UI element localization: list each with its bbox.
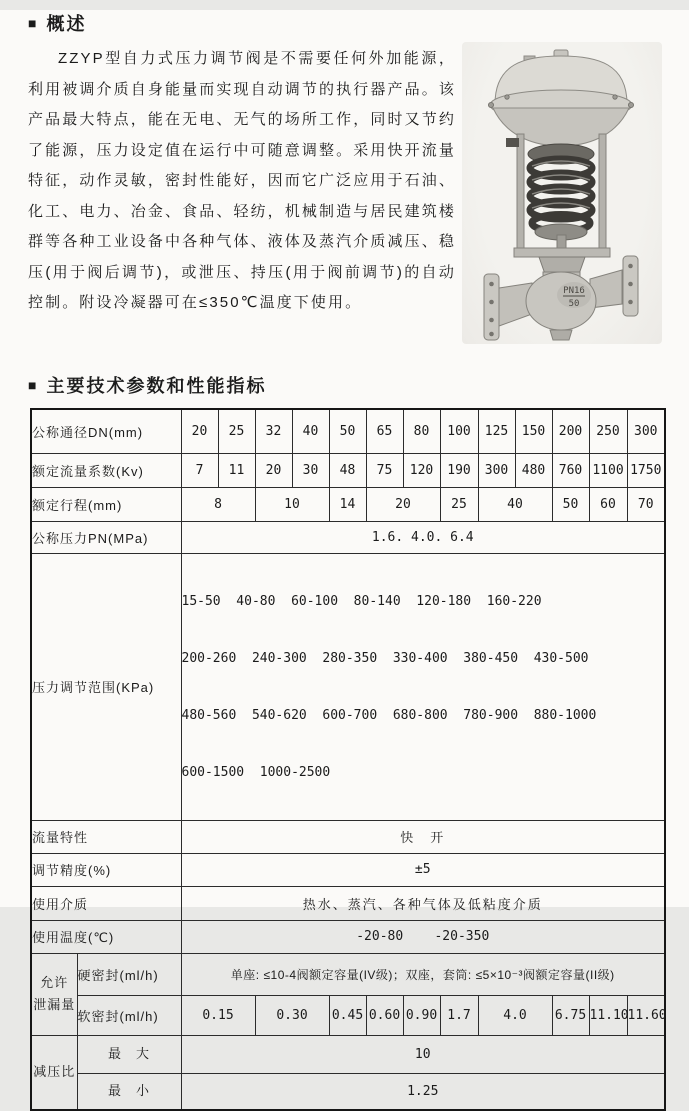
table-cell: 190: [440, 453, 478, 487]
yoke-bottom-bar: [514, 248, 610, 257]
table-cell: 50: [329, 409, 366, 453]
table-cell: 300: [478, 453, 515, 487]
range-line: 200-260 240-300 280-350 330-400 380-450 430-500: [181, 650, 589, 666]
table-cell: 40: [292, 409, 329, 453]
overview-heading: [28, 10, 689, 36]
table-cell: 11.10: [589, 995, 627, 1035]
table-cell: 0.90: [403, 995, 440, 1035]
table-cell: 7: [181, 453, 218, 487]
table-cell: 300: [627, 409, 665, 453]
row-label: 使用温度(℃): [31, 920, 181, 953]
table-cell: 60: [589, 487, 627, 521]
body-marking-pn: PN16: [563, 286, 585, 296]
row-label: 使用介质: [31, 886, 181, 920]
table-row: [31, 953, 665, 995]
table-cell: 70: [627, 487, 665, 521]
table-cell: [181, 553, 665, 820]
table-cell: 4.0: [478, 995, 552, 1035]
table-cell: 20: [181, 409, 218, 453]
table-cell: 20: [255, 453, 292, 487]
square-bullet-icon: ■: [28, 15, 39, 31]
row-label: 最 小: [77, 1073, 181, 1110]
table-row: [31, 853, 665, 886]
table-row: [31, 995, 665, 1035]
table-cell: 30: [292, 453, 329, 487]
table-row: [31, 820, 665, 853]
params-heading: [28, 372, 689, 398]
valve-illustration: [462, 42, 662, 344]
square-bullet-icon: ■: [28, 377, 39, 393]
group-label-line: 允许: [40, 975, 69, 990]
table-cell: 25: [218, 409, 255, 453]
table-cell: 1.6. 4.0. 6.4: [181, 521, 665, 553]
range-line: 600-1500 1000-2500: [181, 764, 331, 780]
spring-coils: [530, 159, 592, 232]
valve-photo: [462, 42, 662, 344]
row-label: 压力调节范围(KPa): [31, 553, 181, 820]
yoke-rod-right: [599, 134, 606, 252]
table-cell: 20: [366, 487, 440, 521]
row-label: 公称压力PN(MPa): [31, 521, 181, 553]
table-cell: 150: [515, 409, 552, 453]
table-cell: 1750: [627, 453, 665, 487]
table-row: [31, 1073, 665, 1110]
table-cell: ±5: [181, 853, 665, 886]
overview-section: [28, 42, 689, 358]
body-bottom-plug: [550, 330, 572, 340]
table-row: [31, 453, 665, 487]
table-row: [31, 1035, 665, 1073]
table-cell: 1100: [589, 453, 627, 487]
bonnet: [539, 257, 585, 274]
table-cell: 250: [589, 409, 627, 453]
table-row: [31, 920, 665, 953]
table-cell: 50: [552, 487, 589, 521]
table-cell: 75: [366, 453, 403, 487]
table-cell: 0.45: [329, 995, 366, 1035]
yoke-rod-left: [517, 134, 524, 252]
table-cell: 11.60: [627, 995, 665, 1035]
overview-heading-text: 概述: [46, 14, 87, 34]
row-label: 硬密封(ml/h): [77, 953, 181, 995]
row-label: 额定流量系数(Kv): [31, 453, 181, 487]
table-cell: 6.75: [552, 995, 589, 1035]
row-label: 调节精度(%): [31, 853, 181, 886]
row-label: 额定行程(mm): [31, 487, 181, 521]
row-label: 公称通径DN(mm): [31, 409, 181, 453]
table-cell: 快 开: [181, 820, 665, 853]
document-page: [0, 10, 689, 1099]
table-cell: 10: [255, 487, 329, 521]
side-fitting: [506, 138, 519, 147]
row-label: 软密封(ml/h): [77, 995, 181, 1035]
range-line: 480-560 540-620 600-700 680-800 780-900 880-1000: [181, 707, 597, 723]
row-label: 流量特性: [31, 820, 181, 853]
table-cell: 11: [218, 453, 255, 487]
table-cell: 100: [440, 409, 478, 453]
table-row: [31, 487, 665, 521]
table-row: [31, 409, 665, 453]
table-cell: 65: [366, 409, 403, 453]
row-group-label: 减压比: [31, 1035, 77, 1110]
table-cell: 40: [478, 487, 552, 521]
table-cell: 10: [181, 1035, 665, 1073]
row-group-label: [31, 953, 77, 1035]
table-cell: 80: [403, 409, 440, 453]
table-cell: 32: [255, 409, 292, 453]
params-heading-text: 主要技术参数和性能指标: [46, 376, 267, 396]
table-cell: 480: [515, 453, 552, 487]
table-cell: 14: [329, 487, 366, 521]
table-row: [31, 553, 665, 820]
table-cell: 8: [181, 487, 255, 521]
table-cell: 热水、蒸汽、各种气体及低粘度介质: [181, 886, 665, 920]
table-cell: 760: [552, 453, 589, 487]
table-cell: 120: [403, 453, 440, 487]
group-label-line: 泄漏量: [33, 997, 76, 1012]
table-cell: 48: [329, 453, 366, 487]
overview-paragraph: ZZYP型自力式压力调节阀是不需要任何外加能源，利用被调介质自身能量而实现自动调节的执行器产品。该产品最大特点，能在无电、无气的场所工作，同时又节约了能源，压力设定值在运行中可随意调整。采用快开流量特征，动作灵敏，密封性能好，因而它广泛应用于石油、化工、电力、冶金、食品、轻纺，机械制造与居民建筑楼群等各种工业设备中各种气体、液体及蒸汽介质减压、稳压(用于阀后调节)，或泄压、持压(用于阀前调节)的自动控制。附设冷凝器可在≤350℃温度下使用。: [28, 50, 456, 311]
range-line: 15-50 40-80 60-100 80-140 120-180 160-220: [181, 593, 542, 609]
table-cell: 1.25: [181, 1073, 665, 1110]
table-cell: 0.15: [181, 995, 255, 1035]
table-cell: 1.7: [440, 995, 478, 1035]
table-cell: 单座: ≤10-4阀额定容量(IV级)；双座，套筒: ≤5×10⁻³阀额定容量(II级): [181, 953, 665, 995]
table-cell: 125: [478, 409, 515, 453]
row-label: 最 大: [77, 1035, 181, 1073]
body-marking-dn: 50: [568, 299, 580, 309]
table-cell: 25: [440, 487, 478, 521]
table-cell: 0.60: [366, 995, 403, 1035]
spec-table: [30, 408, 666, 1111]
table-row: [31, 886, 665, 920]
table-row: [31, 521, 665, 553]
table-cell: -20-80 -20-350: [181, 920, 665, 953]
table-cell: 0.30: [255, 995, 329, 1035]
table-cell: 200: [552, 409, 589, 453]
